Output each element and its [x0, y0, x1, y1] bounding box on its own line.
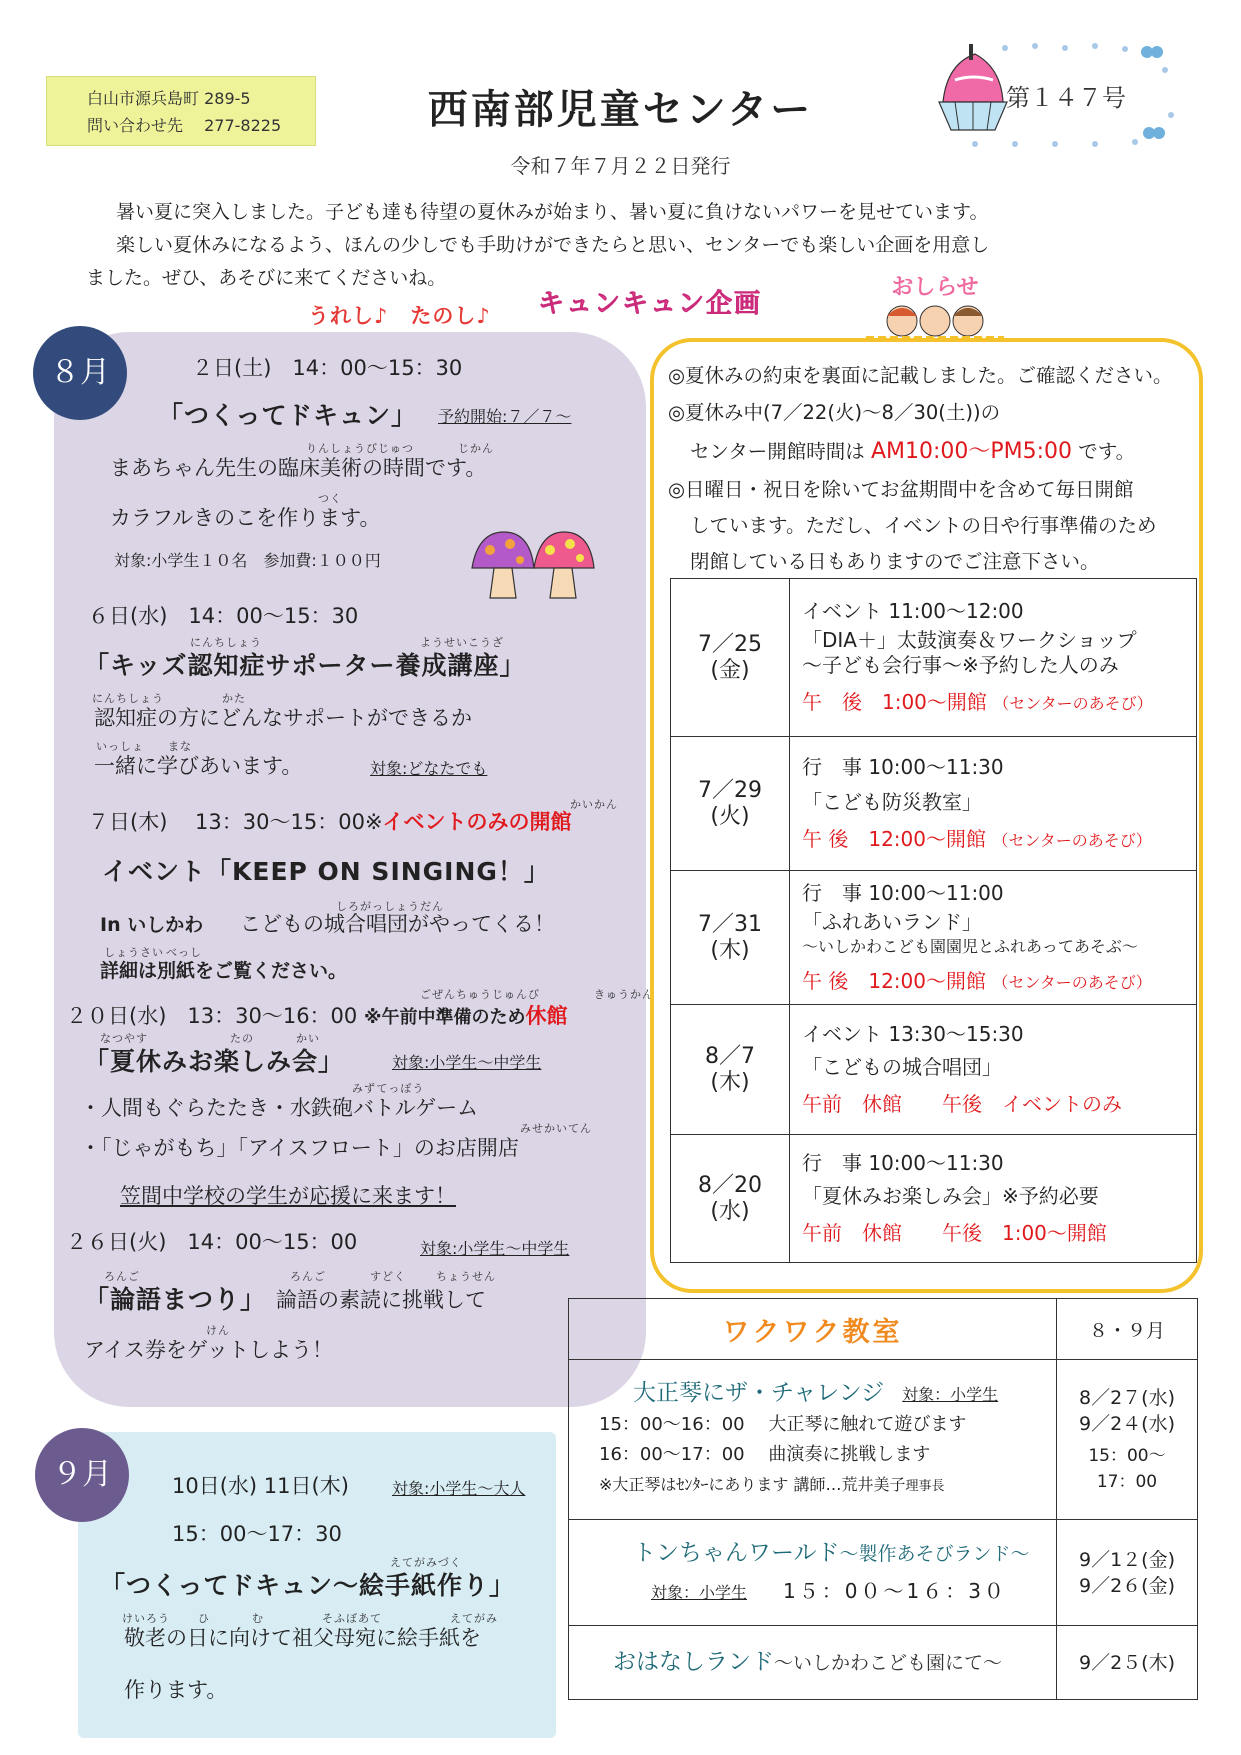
schedule-line: 行 事 10:00～11:30 — [802, 754, 1004, 779]
schedule-open — [802, 1219, 1196, 1248]
class-time: 15：00～ — [1088, 1445, 1166, 1466]
intro-line: 暑い夏に突入しました。子ども達も待望の夏休みが始まり、暑い夏に負けないパワーを見せています。 — [116, 201, 989, 223]
schedule-content — [790, 1005, 1197, 1135]
class-content — [569, 1360, 1057, 1520]
date: 7／29 — [698, 777, 762, 803]
class-time: 17：00 — [1096, 1471, 1158, 1492]
oshirase-badge-illustration — [860, 266, 1010, 346]
class-name: 大正琴にザ・チャレンジ — [633, 1379, 885, 1406]
class-subtitle: ～製作あそびランド～ — [839, 1542, 1030, 1565]
schedule-table — [670, 578, 1197, 1263]
class-dates — [1057, 1520, 1198, 1626]
september-badge: ９月 — [35, 1428, 129, 1522]
event-date: 10日(水) 11日(木) — [172, 1474, 349, 1498]
reservation-note: 予約開始:７／７～ — [438, 407, 572, 426]
event-description: 笠間中学校の学生が応援に来ます！ — [120, 1184, 456, 1208]
open-note: （センターのあそび） — [993, 694, 1153, 713]
schedule-line: 行 事 10:00～11:30 — [802, 1151, 1004, 1175]
furigana: にんちしょう — [92, 692, 164, 705]
furigana: なつやす — [100, 1032, 148, 1045]
class-note — [583, 1470, 1056, 1502]
table-row — [671, 1005, 1197, 1135]
class-line: 15：00～16：00 大正琴に触れて遊びます — [599, 1413, 967, 1435]
furigana: すどく — [370, 1270, 406, 1283]
class-dates — [1057, 1360, 1198, 1520]
furigana: べっし — [166, 946, 202, 959]
notice-line: ◎夏休みの約束を裏面に記載しました。ご確認ください。 — [668, 364, 1173, 387]
schedule-line: イベント 13:30～15:30 — [802, 1022, 1024, 1046]
event-description: 一緒に学びあいます。 — [94, 754, 303, 778]
date: 8／7 — [705, 1043, 755, 1069]
class-date: 9／2４(水) — [1078, 1412, 1175, 1435]
class-date: 9／1２(金) — [1078, 1548, 1175, 1571]
open-time: 午 後 1:00～開館 — [802, 690, 987, 714]
event-closure-red: 休館 — [525, 1004, 568, 1028]
event-description: 詳細は別紙をご覧ください。 — [100, 960, 348, 982]
event-title: 「キッズ認知症サポーター養成講座」 — [84, 651, 526, 680]
event-time: 15：00～17：30 — [172, 1522, 342, 1546]
open-time: 午 後 12:00～開館 — [802, 826, 986, 851]
day-of-week: (木) — [710, 937, 750, 963]
class-note-title: 理事長 — [905, 1478, 945, 1494]
class-target: 対象：小学生 — [902, 1384, 999, 1404]
event-description: 敬老の日に向けて祖父母宛に絵手紙を — [124, 1626, 481, 1650]
schedule-line: イベント 11:00～12:00 — [802, 599, 1024, 623]
class-subtitle: ～いしかわこども園にて～ — [774, 1651, 1003, 1674]
schedule-date — [671, 737, 790, 871]
event-item: ・人間もぐらたたき・水鉄砲バトルゲーム — [80, 1096, 479, 1120]
event-description: 認知症の方にどんなサポートができるか — [94, 706, 472, 730]
furigana: みせかいてん — [520, 1122, 592, 1135]
schedule-date — [671, 871, 790, 1005]
schedule-date — [671, 579, 790, 737]
event-target: 対象:小学生～中学生 — [392, 1053, 542, 1072]
slogan-left: うれし♪ たのし♪ — [308, 304, 491, 328]
event-title: イベント「KEEP ON SINGING！」 — [102, 857, 550, 886]
schedule-open — [802, 825, 1196, 855]
intro-line: ました。ぜひ、あそびに来てくださいね。 — [86, 267, 447, 289]
issue-number: 第１４７号 — [1006, 84, 1126, 112]
notice-line: ◎夏休み中(7／22(火)～8／30(土))の — [668, 401, 1001, 424]
date: 7／25 — [698, 631, 762, 657]
table-row — [569, 1626, 1198, 1700]
schedule-line: 「こども防災教室」 — [802, 789, 982, 814]
intro-text — [86, 196, 1192, 295]
furigana: ろんご — [290, 1270, 326, 1283]
schedule-open — [802, 1090, 1196, 1119]
notice-hours-label: センター開館時間は — [690, 440, 865, 463]
event-title: 「夏休みお楽しみ会」 — [84, 1047, 345, 1076]
event-target: 対象:小学生～大人 — [392, 1479, 526, 1498]
furigana: ごぜんちゅうじゅんび — [420, 988, 540, 1001]
mushroom-illustration — [468, 528, 598, 606]
schedule-date — [671, 1005, 790, 1135]
event-description: 作ります。 — [124, 1678, 228, 1702]
notice-hours — [690, 434, 1135, 465]
class-time: 1５：0０～1６：3０ — [783, 1578, 1007, 1603]
class-date: 8／2７(水) — [1078, 1386, 1175, 1409]
table-row — [671, 1135, 1197, 1263]
schedule-line: 「こどもの城合唱団」 — [802, 1055, 1002, 1079]
furigana: つく — [318, 492, 342, 505]
furigana: しょうさい — [104, 946, 164, 959]
schedule-line: 「夏休みお楽しみ会」※予約必要 — [802, 1184, 1099, 1208]
event-description: 論語の素読に挑戦して — [276, 1288, 486, 1312]
class-target: 対象：小学生 — [651, 1582, 748, 1602]
class-name: おはなしランド — [613, 1648, 774, 1675]
page-title: 西南部児童センター — [427, 87, 814, 133]
schedule-line: 「DIA＋」太鼓演奏＆ワークショップ — [802, 628, 1137, 652]
class-header — [583, 1378, 1056, 1410]
publish-date: 令和７年７月２２日発行 — [510, 154, 731, 178]
event-description: こどもの城合唱団がやってくる！ — [240, 912, 555, 936]
schedule-date — [671, 1135, 790, 1263]
event-title: 「つくってドキュン～絵手紙作り」 — [100, 1571, 516, 1600]
furigana: みずてっぽう — [352, 1082, 425, 1095]
furigana: かい — [296, 1032, 320, 1045]
event-date: ６日(水) 14：00～15：30 — [88, 604, 359, 628]
event-location: In いしかわ — [100, 914, 204, 936]
furigana: ちょうせん — [436, 1270, 496, 1283]
schedule-line: ～子ども会行事～※予約した人のみ — [802, 653, 1119, 677]
furigana: りんしょうびじゅつ — [306, 442, 414, 455]
furigana: えてがみづく — [390, 1556, 462, 1569]
open-note: （センターのあそび） — [992, 830, 1152, 850]
day-of-week: (木) — [710, 1069, 750, 1095]
contact-phone: 問い合わせ先 277-8225 — [87, 116, 282, 135]
table-row — [569, 1360, 1198, 1520]
notice-line: しています。ただし、イベントの日や行事準備のため — [690, 514, 1157, 537]
address: 白山市源兵島町 289-5 — [87, 89, 251, 108]
schedule-line: 「ふれあいランド」 — [802, 909, 982, 934]
class-line: 16：00～17：00 曲演奏に挑戦します — [599, 1443, 931, 1465]
class-header — [583, 1647, 1056, 1679]
furigana: けん — [206, 1324, 230, 1337]
furigana: いっしょ — [96, 740, 144, 753]
notice-hours-value: AM10:00～PM5:00 — [870, 439, 1073, 464]
open-note: （センターのあそび） — [992, 972, 1152, 992]
schedule-content — [790, 871, 1197, 1005]
furigana: えてがみ — [450, 1612, 498, 1625]
wakuwaku-table — [568, 1298, 1198, 1700]
event-title: 「論語まつり」 — [84, 1285, 267, 1314]
day-of-week: (金) — [710, 657, 750, 683]
event-date — [66, 1000, 567, 1030]
day-of-week: (火) — [710, 803, 750, 829]
event-target: 対象:小学生１０名 参加費:１００円 — [114, 551, 381, 570]
event-date: ２日(土) 14：00～15：30 — [192, 356, 463, 380]
furigana: まな — [168, 740, 192, 753]
event-target: 対象:小学生～中学生 — [420, 1239, 570, 1258]
furigana: かた — [222, 692, 246, 705]
schedule-open — [802, 688, 1196, 718]
class-date: 9／2６(金) — [1078, 1574, 1175, 1597]
event-target: 対象:どなたでも — [370, 759, 488, 778]
class-info — [583, 1576, 1056, 1608]
table-row — [671, 871, 1197, 1005]
event-date: ２６日(火) 14：00～15：00 — [66, 1230, 358, 1254]
intro-line: 楽しい夏休みになるよう、ほんの少しでも手助けができたらと思い、センターでも楽しい企画を用意し — [116, 234, 990, 256]
open-time: 午前 休館 午後 イベントのみ — [802, 1092, 1122, 1116]
schedule-line: ～いしかわこども園園児とふれあってあそぶ～ — [802, 936, 1138, 956]
table-row — [671, 579, 1197, 737]
class-content — [569, 1520, 1057, 1626]
event-date-text: ２０日(水) 13：30～16：00 — [66, 1004, 358, 1028]
open-time: 午 後 12:00～開館 — [802, 968, 986, 993]
class-content — [569, 1626, 1057, 1700]
event-closure-note: ※午前中準備のため — [363, 1007, 526, 1028]
furigana: そふぼあて — [322, 1612, 382, 1625]
event-item: ・「じゃがもち」「アイスフロート」のお店開店 — [80, 1136, 519, 1160]
schedule-content — [790, 579, 1197, 737]
event-description: アイス券をゲットしよう！ — [84, 1338, 334, 1362]
notice-line: ◎日曜日・祝日を除いてお盆期間中を含めて毎日開館 — [668, 478, 1134, 501]
event-date-text: ７日(木) 13：30～15：00※ — [88, 810, 383, 834]
furigana: かいかん — [570, 798, 618, 811]
class-dates — [1057, 1626, 1198, 1700]
open-time: 午前 休館 午後 1:00～開館 — [802, 1221, 1107, 1245]
furigana: ろんご — [104, 1270, 140, 1283]
notice-hours-suffix: です。 — [1078, 440, 1136, 463]
class-date: 9／2５(木) — [1078, 1651, 1175, 1674]
furigana: きゅうかん — [594, 988, 654, 1001]
event-description: カラフルきのこを作ります。 — [110, 506, 381, 530]
furigana: にんちしょう — [190, 636, 262, 649]
furigana: む — [252, 1612, 264, 1625]
oshirase-text: おしらせ — [891, 275, 979, 300]
furigana: じかん — [458, 442, 494, 455]
schedule-open — [802, 967, 1196, 997]
slogan-right: キュンキュン企画 — [538, 289, 763, 319]
date: 7／31 — [698, 911, 762, 937]
august-badge: ８月 — [33, 326, 127, 420]
table-row — [569, 1520, 1198, 1626]
date: 8／20 — [698, 1172, 762, 1198]
wakuwaku-months: ８・９月 — [1057, 1299, 1198, 1360]
event-description: まあちゃん先生の臨床美術の時間です。 — [110, 456, 487, 480]
day-of-week: (水) — [710, 1198, 750, 1224]
class-note-text: ※大正琴はｾﾝﾀｰにあります 講師…荒井美子 — [599, 1474, 906, 1494]
schedule-content — [790, 737, 1197, 871]
schedule-line: 行 事 10:00～11:00 — [802, 880, 1004, 905]
class-name: トンちゃんワールド — [633, 1539, 840, 1566]
furigana: けいろう — [122, 1612, 170, 1625]
furigana: たの — [230, 1032, 254, 1045]
wakuwaku-title: ワクワク教室 — [569, 1299, 1057, 1360]
event-date — [88, 806, 572, 836]
furigana: しろがっしょうだん — [336, 900, 444, 913]
event-title: 「つくってドキュン」 — [158, 401, 418, 430]
furigana: ようせいこうざ — [420, 636, 504, 649]
table-row — [671, 737, 1197, 871]
notice-line: 閉館している日もありますのでご注意下さい。 — [690, 550, 1100, 573]
furigana: ひ — [198, 1612, 210, 1625]
schedule-content — [790, 1135, 1197, 1263]
table-row — [569, 1299, 1198, 1360]
event-date-note: イベントのみの開館 — [382, 810, 572, 834]
class-header — [583, 1538, 1056, 1570]
